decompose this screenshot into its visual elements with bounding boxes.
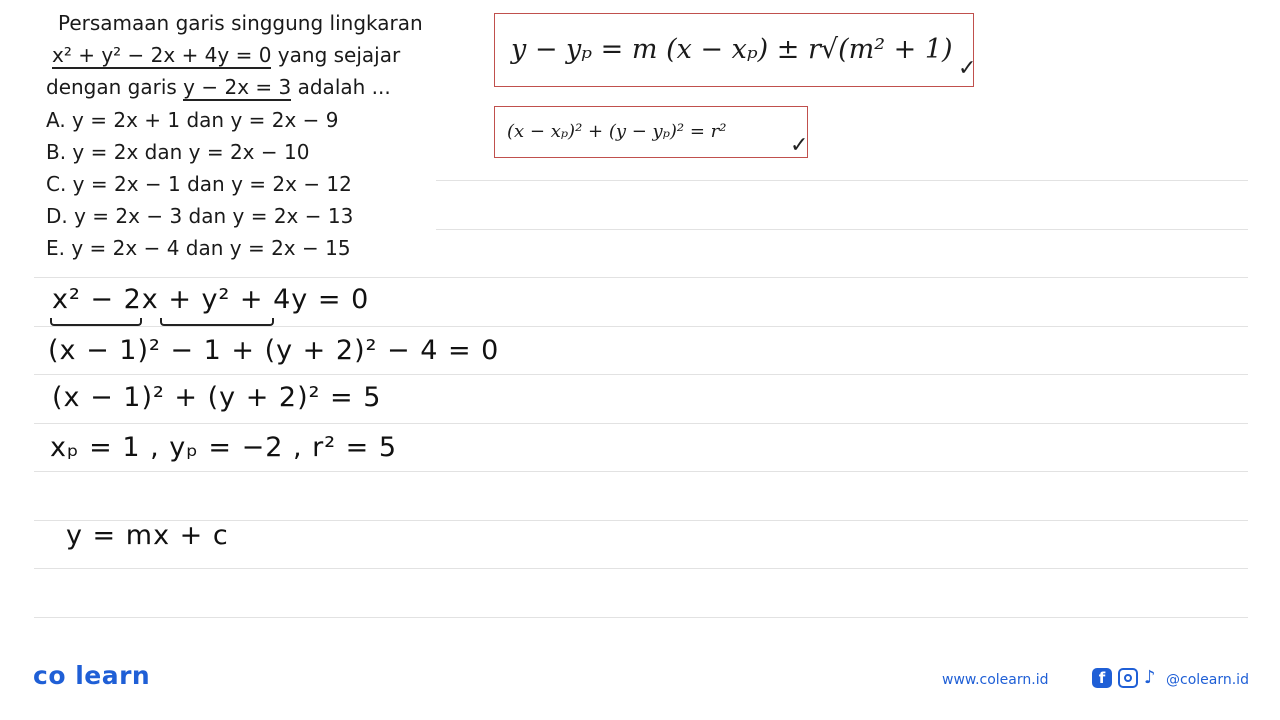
working-step-4: xₚ = 1 , yₚ = −2 , r² = 5 (50, 432, 398, 463)
tangent-formula-box (494, 13, 977, 87)
tangent-formula: y − yₚ = m (x − xₚ) ± r√(m² + 1) (511, 34, 953, 65)
instagram-icon[interactable] (1118, 668, 1138, 688)
circle-formula: (x − xₚ)² + (y − yₚ)² = r² (507, 121, 727, 142)
working-step-5: y = mx + c (66, 520, 229, 551)
grouping-brace (50, 318, 142, 326)
option-b: B. y = 2x dan y = 2x − 10 (46, 140, 310, 164)
question-line-2-rest: yang sejajar (271, 43, 401, 67)
circle-equation: x² + y² − 2x + 4y = 0 (52, 43, 272, 67)
question-text-3 (46, 72, 391, 103)
grouping-brace (160, 318, 274, 326)
question-text (58, 8, 423, 39)
ruled-line (34, 326, 1248, 327)
ruled-line (34, 568, 1248, 569)
option-a: A. y = 2x + 1 dan y = 2x − 9 (46, 108, 339, 132)
facebook-icon[interactable]: f (1092, 668, 1112, 688)
ruled-line (34, 471, 1248, 472)
question-text-2 (52, 40, 400, 71)
line-equation: y − 2x = 3 (183, 75, 292, 99)
ruled-line (34, 617, 1248, 618)
ruled-line (34, 423, 1248, 424)
tiktok-icon[interactable]: ♪ (1144, 667, 1156, 688)
question-line-3-post: adalah ... (291, 75, 391, 99)
working-step-1: x² − 2x + y² + 4y = 0 (52, 284, 370, 315)
ruled-line (436, 180, 1248, 181)
option-d: D. y = 2x − 3 dan y = 2x − 13 (46, 204, 354, 228)
question-line-1: Persamaan garis singgung lingkaran (58, 11, 423, 35)
working-step-3: (x − 1)² + (y + 2)² = 5 (52, 382, 382, 413)
working-step-2: (x − 1)² − 1 + (y + 2)² − 4 = 0 (48, 335, 500, 366)
ruled-line (436, 229, 1248, 230)
ruled-line (34, 277, 1248, 278)
colearn-logo: co learn (33, 661, 151, 690)
answer-options (46, 104, 353, 264)
check-icon: ✓ (958, 56, 977, 81)
option-e: E. y = 2x − 4 dan y = 2x − 15 (46, 236, 351, 260)
check-icon: ✓ (790, 133, 809, 158)
question-line-3-pre: dengan garis (46, 75, 184, 99)
option-c: C. y = 2x − 1 dan y = 2x − 12 (46, 172, 352, 196)
social-handle[interactable]: @colearn.id (1166, 672, 1249, 688)
circle-formula-box (494, 106, 808, 158)
website-link[interactable]: www.colearn.id (942, 672, 1049, 688)
ruled-line (34, 374, 1248, 375)
